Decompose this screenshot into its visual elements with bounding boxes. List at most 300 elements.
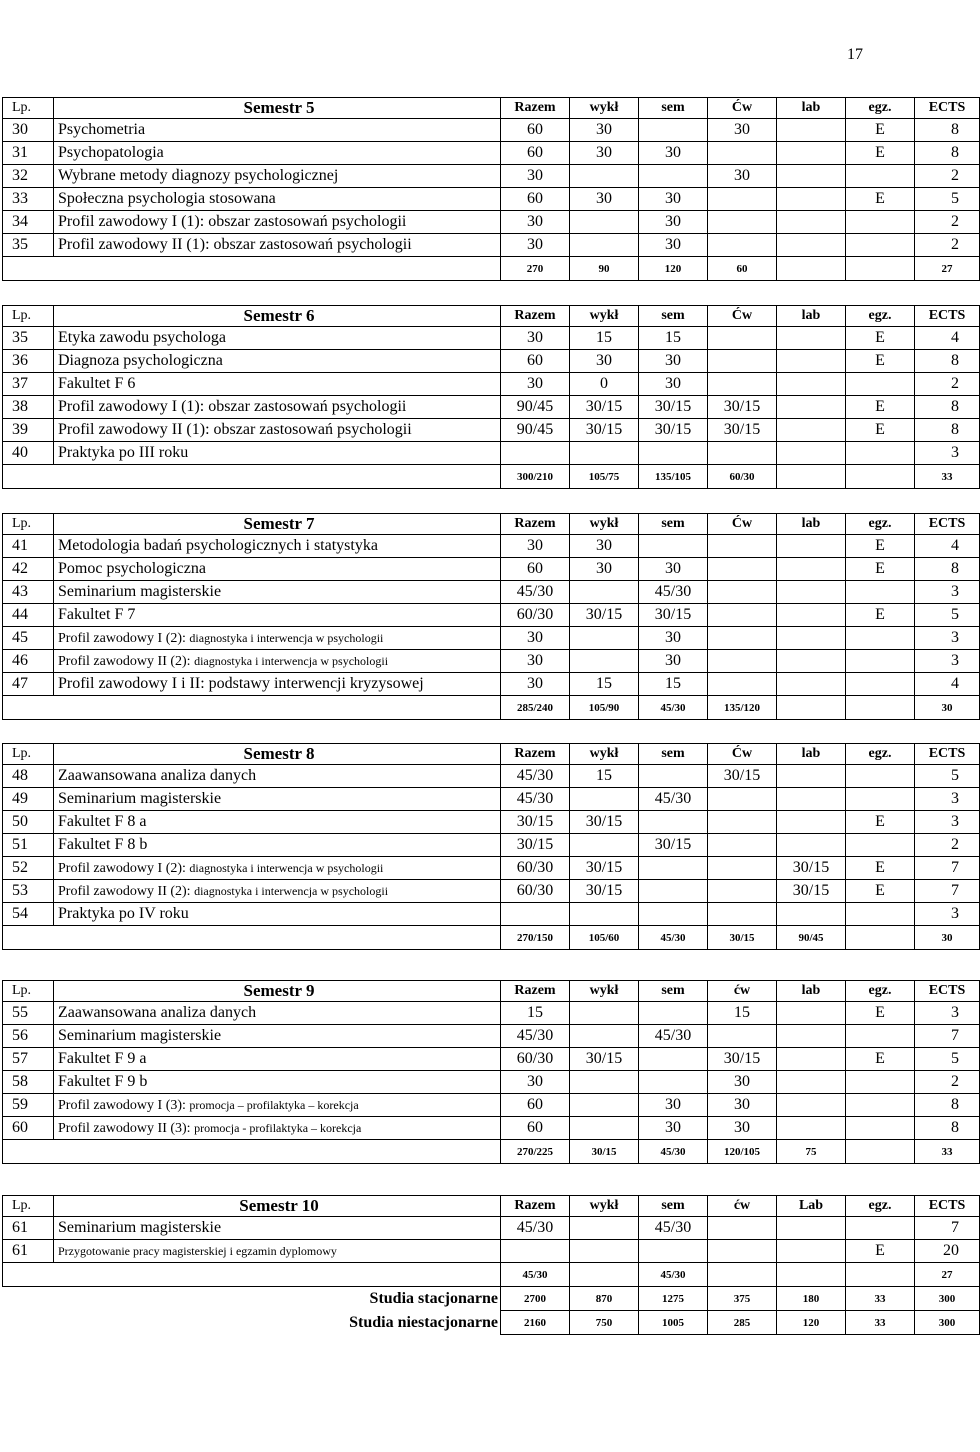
header-ects: ECTS <box>915 744 980 765</box>
row-subject <box>54 558 501 581</box>
row-lab <box>777 811 846 834</box>
row-subject <box>54 1117 501 1140</box>
table-row <box>3 558 980 581</box>
row-egz: E <box>846 604 915 627</box>
total-egz: 33 <box>846 1287 915 1311</box>
row-razem <box>501 1240 570 1263</box>
header-ects: ECTS <box>915 98 980 119</box>
row-subject <box>54 535 501 558</box>
total-lab: 180 <box>777 1287 846 1311</box>
row-subject <box>54 673 501 696</box>
row-subject <box>54 1217 501 1240</box>
row-lp: 55 <box>3 1002 54 1025</box>
header-lp: Lp. <box>3 98 54 119</box>
row-razem: 90/45 <box>501 396 570 419</box>
total-razem: 2700 <box>501 1287 570 1311</box>
total-label: Studia niestacjonarne <box>3 1311 501 1335</box>
row-ects: 3 <box>915 788 980 811</box>
row-wykl: 15 <box>570 327 639 350</box>
subject-name: Profil zawodowy I (1): obszar zastosowań psychologii <box>58 398 407 415</box>
row-wykl: 30 <box>570 535 639 558</box>
row-egz: E <box>846 350 915 373</box>
subject-name: Seminarium magisterskie <box>58 583 222 600</box>
header-cw: Ćw <box>708 514 777 535</box>
row-cw: 30 <box>708 1117 777 1140</box>
row-ects: 5 <box>915 188 980 211</box>
row-sem: 30 <box>639 558 708 581</box>
header-wykl: wykł <box>570 981 639 1002</box>
subject-name: Psychometria <box>58 121 146 138</box>
subject-name: Fakultet F 8 a <box>58 813 147 830</box>
row-lp: 46 <box>3 650 54 673</box>
row-lp: 41 <box>3 535 54 558</box>
row-wykl <box>570 788 639 811</box>
subject-name: Społeczna psychologia stosowana <box>58 190 276 207</box>
row-lab <box>777 396 846 419</box>
row-ects: 2 <box>915 834 980 857</box>
sum-spacer <box>3 926 501 950</box>
row-wykl <box>570 1240 639 1263</box>
sum-cw: 135/120 <box>708 696 777 720</box>
header-wykl: wykł <box>570 744 639 765</box>
row-cw: 15 <box>708 1002 777 1025</box>
row-wykl <box>570 627 639 650</box>
row-razem: 90/45 <box>501 419 570 442</box>
row-lp: 35 <box>3 234 54 257</box>
row-razem: 60/30 <box>501 604 570 627</box>
row-sem: 45/30 <box>639 788 708 811</box>
row-wykl <box>570 234 639 257</box>
row-lab <box>777 1117 846 1140</box>
total-sem: 1275 <box>639 1287 708 1311</box>
subject-name: Fakultet F 7 <box>58 606 136 623</box>
row-cw: 30 <box>708 1094 777 1117</box>
row-razem: 15 <box>501 1002 570 1025</box>
row-lab: 30/15 <box>777 857 846 880</box>
row-subject <box>54 142 501 165</box>
row-lab: 30/15 <box>777 880 846 903</box>
row-lab <box>777 903 846 926</box>
total-sem: 1005 <box>639 1311 708 1335</box>
row-egz: E <box>846 188 915 211</box>
row-razem: 30 <box>501 373 570 396</box>
row-sem <box>639 119 708 142</box>
header-wykl: wykł <box>570 514 639 535</box>
row-egz: E <box>846 327 915 350</box>
row-subject <box>54 834 501 857</box>
subject-name: Profil zawodowy I (1): obszar zastosowań psychologii <box>58 213 407 230</box>
sum-row <box>3 257 980 281</box>
row-egz <box>846 1025 915 1048</box>
row-ects: 4 <box>915 673 980 696</box>
row-ects: 8 <box>915 1094 980 1117</box>
row-ects: 5 <box>915 765 980 788</box>
sum-sem: 45/30 <box>639 1140 708 1164</box>
row-ects: 4 <box>915 535 980 558</box>
row-cw <box>708 880 777 903</box>
header-razem: Razem <box>501 306 570 327</box>
row-sem: 15 <box>639 673 708 696</box>
row-lp: 56 <box>3 1025 54 1048</box>
total-egz: 33 <box>846 1311 915 1335</box>
row-lp: 49 <box>3 788 54 811</box>
sum-lab <box>777 257 846 281</box>
subject-name: Fakultet F 6 <box>58 375 136 392</box>
sum-ects: 33 <box>915 1140 980 1164</box>
sum-sem: 120 <box>639 257 708 281</box>
table-row <box>3 234 980 257</box>
table-row <box>3 535 980 558</box>
row-ects: 3 <box>915 581 980 604</box>
row-wykl <box>570 1025 639 1048</box>
sum-spacer <box>3 696 501 720</box>
row-sem: 30 <box>639 234 708 257</box>
row-lab <box>777 165 846 188</box>
sum-razem: 300/210 <box>501 465 570 489</box>
sum-wykl: 105/75 <box>570 465 639 489</box>
table-row <box>3 765 980 788</box>
header-lp: Lp. <box>3 514 54 535</box>
header-ects: ECTS <box>915 1196 980 1217</box>
row-cw <box>708 1240 777 1263</box>
sum-razem: 270/150 <box>501 926 570 950</box>
row-egz <box>846 211 915 234</box>
table-row <box>3 1002 980 1025</box>
row-lab <box>777 119 846 142</box>
header-razem: Razem <box>501 1196 570 1217</box>
sum-spacer <box>3 1140 501 1164</box>
row-ects: 2 <box>915 1071 980 1094</box>
row-subject <box>54 188 501 211</box>
sum-wykl: 30/15 <box>570 1140 639 1164</box>
sum-sem: 45/30 <box>639 696 708 720</box>
row-sem <box>639 165 708 188</box>
row-ects: 2 <box>915 234 980 257</box>
row-ects: 5 <box>915 1048 980 1071</box>
sum-razem: 270 <box>501 257 570 281</box>
row-egz <box>846 373 915 396</box>
row-subject <box>54 234 501 257</box>
semester-table-7 <box>2 513 980 720</box>
row-sem: 30 <box>639 1117 708 1140</box>
sum-cw: 30/15 <box>708 926 777 950</box>
row-razem: 60 <box>501 142 570 165</box>
row-cw: 30 <box>708 119 777 142</box>
row-cw <box>708 327 777 350</box>
sum-sem: 135/105 <box>639 465 708 489</box>
row-cw: 30/15 <box>708 396 777 419</box>
row-lab <box>777 834 846 857</box>
row-sem <box>639 903 708 926</box>
row-cw <box>708 558 777 581</box>
table-row <box>3 627 980 650</box>
semester-table-6 <box>2 305 980 489</box>
subject-name: Seminarium magisterskie <box>58 790 222 807</box>
row-sem <box>639 857 708 880</box>
row-wykl: 30/15 <box>570 396 639 419</box>
row-sem <box>639 880 708 903</box>
header-ects: ECTS <box>915 514 980 535</box>
row-ects: 3 <box>915 627 980 650</box>
subject-name: Profil zawodowy II (1): obszar zastosowań psychologii <box>58 236 412 253</box>
sum-row <box>3 926 980 950</box>
row-egz <box>846 165 915 188</box>
header-lab: lab <box>777 744 846 765</box>
row-razem: 45/30 <box>501 765 570 788</box>
row-subject <box>54 327 501 350</box>
table-row <box>3 419 980 442</box>
row-subject <box>54 211 501 234</box>
total-row <box>3 1287 980 1311</box>
row-lab <box>777 188 846 211</box>
row-subject <box>54 604 501 627</box>
table-row <box>3 165 980 188</box>
subject-subtitle: diagnostyka i interwencja w psychologii <box>189 860 384 875</box>
row-razem: 30 <box>501 650 570 673</box>
row-wykl: 30/15 <box>570 419 639 442</box>
subject-subtitle: diagnostyka i interwencja w psychologii <box>189 630 384 645</box>
total-row <box>3 1311 980 1335</box>
row-sem: 30 <box>639 211 708 234</box>
row-subject <box>54 765 501 788</box>
row-lab <box>777 604 846 627</box>
header-egz: egz. <box>846 514 915 535</box>
row-lab <box>777 650 846 673</box>
row-ects: 20 <box>915 1240 980 1263</box>
row-ects: 3 <box>915 442 980 465</box>
row-lp: 50 <box>3 811 54 834</box>
row-subject <box>54 119 501 142</box>
row-sem <box>639 811 708 834</box>
row-sem <box>639 442 708 465</box>
subject-name: Profil zawodowy II (2): <box>58 883 191 899</box>
row-sem: 30 <box>639 142 708 165</box>
subject-name: Fakultet F 9 a <box>58 1050 147 1067</box>
row-lp: 32 <box>3 165 54 188</box>
header-cw: ćw <box>708 1196 777 1217</box>
row-cw <box>708 142 777 165</box>
row-lp: 47 <box>3 673 54 696</box>
subject-name: Metodologia badań psychologicznych i statystyka <box>58 537 378 554</box>
row-wykl <box>570 1071 639 1094</box>
table-row <box>3 1025 980 1048</box>
row-sem <box>639 765 708 788</box>
sum-row <box>3 1263 980 1287</box>
sum-row <box>3 465 980 489</box>
total-wykl: 870 <box>570 1287 639 1311</box>
row-sem: 45/30 <box>639 1217 708 1240</box>
row-egz <box>846 673 915 696</box>
row-egz <box>846 834 915 857</box>
row-subject <box>54 903 501 926</box>
table-row <box>3 1217 980 1240</box>
table-row <box>3 396 980 419</box>
subject-name: Wybrane metody diagnozy psychologicznej <box>58 167 339 184</box>
row-lab <box>777 581 846 604</box>
row-subject <box>54 650 501 673</box>
table-header <box>3 744 980 765</box>
table-row <box>3 673 980 696</box>
header-egz: egz. <box>846 1196 915 1217</box>
header-ects: ECTS <box>915 981 980 1002</box>
row-egz: E <box>846 419 915 442</box>
header-sem: sem <box>639 514 708 535</box>
row-lab <box>777 373 846 396</box>
row-sem <box>639 1048 708 1071</box>
sum-wykl: 105/60 <box>570 926 639 950</box>
header-sem: sem <box>639 744 708 765</box>
row-razem <box>501 903 570 926</box>
table-row <box>3 788 980 811</box>
row-razem: 30/15 <box>501 834 570 857</box>
header-sem: sem <box>639 1196 708 1217</box>
row-wykl: 30 <box>570 142 639 165</box>
table-row <box>3 188 980 211</box>
total-ects: 300 <box>915 1311 980 1335</box>
table-row <box>3 327 980 350</box>
row-wykl: 15 <box>570 765 639 788</box>
row-subject <box>54 373 501 396</box>
table-row <box>3 1094 980 1117</box>
row-razem: 60 <box>501 558 570 581</box>
subject-name: Profil zawodowy II (1): obszar zastosowań psychologii <box>58 421 412 438</box>
row-cw <box>708 788 777 811</box>
row-wykl <box>570 211 639 234</box>
row-wykl: 15 <box>570 673 639 696</box>
sum-ects: 30 <box>915 926 980 950</box>
subject-name: Seminarium magisterskie <box>58 1219 222 1236</box>
row-lp: 43 <box>3 581 54 604</box>
row-cw <box>708 673 777 696</box>
sum-egz <box>846 465 915 489</box>
table-row <box>3 442 980 465</box>
row-lp: 52 <box>3 857 54 880</box>
sum-sem: 45/30 <box>639 926 708 950</box>
row-razem: 45/30 <box>501 788 570 811</box>
row-ects: 5 <box>915 604 980 627</box>
table-header <box>3 306 980 327</box>
row-lp: 34 <box>3 211 54 234</box>
row-wykl: 30/15 <box>570 811 639 834</box>
row-egz <box>846 442 915 465</box>
row-egz: E <box>846 1002 915 1025</box>
row-razem: 60 <box>501 1094 570 1117</box>
row-sem: 30/15 <box>639 834 708 857</box>
row-lab <box>777 1240 846 1263</box>
row-wykl: 30/15 <box>570 880 639 903</box>
header-lp: Lp. <box>3 981 54 1002</box>
row-wykl: 30/15 <box>570 1048 639 1071</box>
header-razem: Razem <box>501 514 570 535</box>
sum-ects: 27 <box>915 1263 980 1287</box>
row-ects: 7 <box>915 1217 980 1240</box>
header-ects: ECTS <box>915 306 980 327</box>
row-egz: E <box>846 142 915 165</box>
table-row <box>3 604 980 627</box>
row-lp: 38 <box>3 396 54 419</box>
row-lab <box>777 1217 846 1240</box>
row-ects: 8 <box>915 1117 980 1140</box>
row-cw <box>708 442 777 465</box>
table-row <box>3 581 980 604</box>
subject-subtitle: promocja - profilaktyka – korekcja <box>194 1120 362 1135</box>
row-lab <box>777 350 846 373</box>
semester-table-5 <box>2 97 980 281</box>
sum-cw <box>708 1263 777 1287</box>
row-wykl: 30/15 <box>570 857 639 880</box>
header-sem: sem <box>639 98 708 119</box>
row-lp: 39 <box>3 419 54 442</box>
row-egz <box>846 627 915 650</box>
row-sem: 15 <box>639 327 708 350</box>
row-subject <box>54 788 501 811</box>
row-egz <box>846 765 915 788</box>
subject-name: Pomoc psychologiczna <box>58 560 206 577</box>
header-lp: Lp. <box>3 1196 54 1217</box>
subject-name: Fakultet F 9 b <box>58 1073 148 1090</box>
row-subject <box>54 396 501 419</box>
table-row <box>3 903 980 926</box>
row-lp: 33 <box>3 188 54 211</box>
subject-name: Profil zawodowy II (3): <box>58 1120 191 1136</box>
subject-name: Profil zawodowy I (3): <box>58 1097 186 1113</box>
table-row <box>3 1240 980 1263</box>
row-cw: 30 <box>708 1071 777 1094</box>
row-wykl <box>570 1217 639 1240</box>
row-sem: 30 <box>639 350 708 373</box>
sum-spacer <box>3 465 501 489</box>
row-lp: 60 <box>3 1117 54 1140</box>
header-lab: lab <box>777 981 846 1002</box>
row-subject <box>54 627 501 650</box>
header-egz: egz. <box>846 306 915 327</box>
sum-lab <box>777 696 846 720</box>
subject-subtitle: diagnostyka i interwencja w psychologii <box>194 653 389 668</box>
row-cw <box>708 857 777 880</box>
row-subject <box>54 1094 501 1117</box>
row-lab <box>777 1094 846 1117</box>
row-subject <box>54 581 501 604</box>
sum-wykl: 90 <box>570 257 639 281</box>
row-cw <box>708 211 777 234</box>
table-row <box>3 1071 980 1094</box>
row-lp: 48 <box>3 765 54 788</box>
row-ects: 4 <box>915 327 980 350</box>
sum-cw: 60/30 <box>708 465 777 489</box>
sum-wykl <box>570 1263 639 1287</box>
row-sem: 30 <box>639 188 708 211</box>
row-razem: 30 <box>501 327 570 350</box>
row-sem <box>639 1240 708 1263</box>
subject-name: Diagnoza psychologiczna <box>58 352 223 369</box>
sum-razem: 45/30 <box>501 1263 570 1287</box>
header-lp: Lp. <box>3 306 54 327</box>
header-cw: Ćw <box>708 744 777 765</box>
row-sem: 30 <box>639 650 708 673</box>
row-ects: 8 <box>915 350 980 373</box>
row-lab <box>777 558 846 581</box>
row-egz <box>846 1217 915 1240</box>
table-header <box>3 981 980 1002</box>
table-header <box>3 514 980 535</box>
row-ects: 8 <box>915 558 980 581</box>
header-wykl: wykł <box>570 306 639 327</box>
row-ects: 3 <box>915 811 980 834</box>
row-ects: 7 <box>915 880 980 903</box>
table-header <box>3 1196 980 1217</box>
row-lab <box>777 419 846 442</box>
table-row <box>3 650 980 673</box>
